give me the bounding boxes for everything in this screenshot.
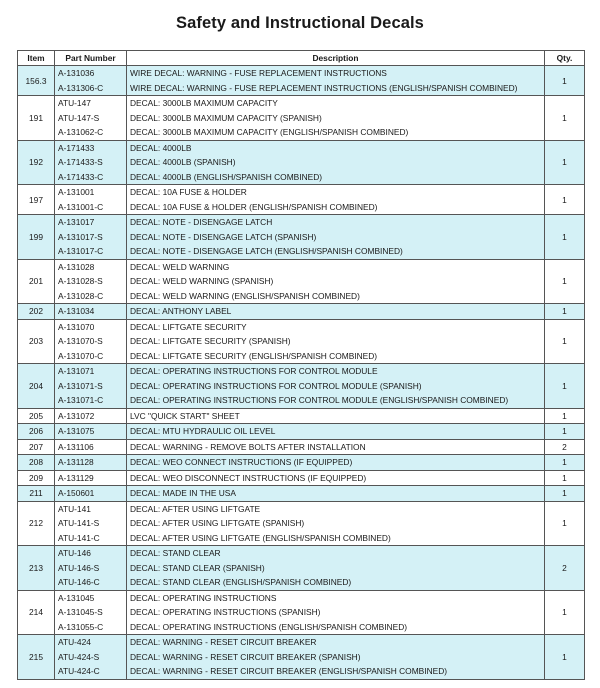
description-text: DECAL: 3000LB MAXIMUM CAPACITY (SPANISH)	[130, 112, 322, 123]
description-cell	[127, 185, 545, 215]
quantity: 1	[545, 319, 585, 364]
description-text: DECAL: STAND CLEAR (SPANISH)	[130, 562, 265, 573]
item-number: 205	[18, 408, 55, 424]
part-number-cell	[55, 364, 127, 409]
description-text: DECAL: STAND CLEAR	[130, 548, 221, 558]
quantity: 1	[545, 364, 585, 409]
part-number: A-131055-C	[58, 621, 104, 632]
description-text: DECAL: OPERATING INSTRUCTIONS FOR CONTROL MODULE	[130, 366, 378, 376]
column-header-qty: Qty.	[545, 51, 585, 66]
part-number: ATU-141-C	[58, 532, 100, 543]
description-cell	[127, 439, 545, 455]
description-cell	[127, 215, 545, 260]
table-row	[18, 590, 585, 635]
quantity: 1	[545, 304, 585, 320]
part-number: A-150601	[58, 488, 95, 498]
table-row	[18, 486, 585, 502]
part-number-cell	[55, 319, 127, 364]
item-number: 212	[18, 501, 55, 546]
table-header-row	[18, 51, 585, 66]
part-number-cell	[55, 140, 127, 185]
part-number-cell	[55, 635, 127, 680]
quantity: 1	[545, 424, 585, 440]
part-number: ATU-141-S	[58, 518, 100, 528]
part-number: A-131036	[58, 68, 95, 78]
description-text: DECAL: OPERATING INSTRUCTIONS (ENGLISH/SPANISH COMBINED)	[130, 621, 408, 632]
description-text: DECAL: MADE IN THE USA	[130, 488, 236, 498]
description-cell	[127, 635, 545, 680]
description-text: DECAL: OPERATING INSTRUCTIONS FOR CONTROL MODULE (ENGLISH/SPANISH COMBINED)	[130, 395, 509, 405]
description-text: DECAL: NOTE - DISENGAGE LATCH (ENGLISH/SPANISH COMBINED)	[130, 246, 403, 256]
table-row	[18, 455, 585, 471]
description-text: DECAL: 3000LB MAXIMUM CAPACITY (ENGLISH/SPANISH COMBINED)	[130, 127, 409, 137]
column-header-item: Item	[18, 51, 55, 66]
description-cell	[127, 455, 545, 471]
part-number: A-131070-C	[58, 350, 104, 361]
description-cell	[127, 424, 545, 440]
description-text: DECAL: AFTER USING LIFTGATE (SPANISH)	[130, 518, 305, 528]
part-number: A-131017-S	[58, 231, 103, 242]
description-text: DECAL: WELD WARNING (SPANISH)	[130, 276, 274, 286]
item-number: 192	[18, 140, 55, 185]
part-number-cell	[55, 259, 127, 304]
quantity: 1	[545, 408, 585, 424]
part-number: A-131001-C	[58, 201, 104, 212]
part-number-cell	[55, 424, 127, 440]
part-number-cell	[55, 455, 127, 471]
part-number: A-131075	[58, 426, 95, 436]
part-number: A-131017-C	[58, 246, 104, 256]
description-cell	[127, 96, 545, 141]
table-row	[18, 546, 585, 591]
table-row	[18, 215, 585, 260]
description-text: WIRE DECAL: WARNING - FUSE REPLACEMENT INSTRUCTIONS (ENGLISH/SPANISH COMBINED)	[130, 82, 518, 93]
description-text: DECAL: 4000LB (SPANISH)	[130, 157, 236, 167]
description-text: WIRE DECAL: WARNING - FUSE REPLACEMENT INSTRUCTIONS	[130, 68, 387, 78]
item-number: 197	[18, 185, 55, 215]
description-text: DECAL: LIFTGATE SECURITY (ENGLISH/SPANISH COMBINED)	[130, 350, 378, 361]
part-number-cell	[55, 486, 127, 502]
table-body	[18, 66, 585, 680]
part-number: A-131028-S	[58, 276, 103, 286]
description-text: DECAL: LIFTGATE SECURITY (SPANISH)	[130, 336, 291, 346]
part-number-cell	[55, 304, 127, 320]
item-number: 207	[18, 439, 55, 455]
part-number-cell	[55, 96, 127, 141]
description-text: DECAL: OPERATING INSTRUCTIONS	[130, 592, 277, 603]
item-number: 208	[18, 455, 55, 471]
description-text: DECAL: WARNING - RESET CIRCUIT BREAKER	[130, 637, 317, 647]
table-row	[18, 635, 585, 680]
column-header-description: Description	[127, 51, 545, 66]
description-text: DECAL: 4000LB (ENGLISH/SPANISH COMBINED)	[130, 171, 323, 182]
table-row	[18, 501, 585, 546]
part-number: A-131028	[58, 261, 95, 272]
part-number: A-131017	[58, 217, 95, 227]
description-text: DECAL: AFTER USING LIFTGATE	[130, 503, 261, 514]
part-number-cell	[55, 546, 127, 591]
description-text: DECAL: WELD WARNING	[130, 261, 230, 272]
item-number: 214	[18, 590, 55, 635]
description-cell	[127, 259, 545, 304]
part-number: A-131070-S	[58, 336, 103, 346]
description-text: DECAL: AFTER USING LIFTGATE (ENGLISH/SPANISH COMBINED)	[130, 532, 391, 543]
part-number: A-131045-S	[58, 607, 103, 617]
description-cell	[127, 501, 545, 546]
quantity: 2	[545, 439, 585, 455]
part-number: ATU-147	[58, 98, 91, 108]
description-text: DECAL: WELD WARNING (ENGLISH/SPANISH COMBINED)	[130, 290, 360, 301]
part-number: A-131129	[58, 472, 94, 483]
part-number: A-131034	[58, 306, 95, 316]
part-number: ATU-424-S	[58, 651, 100, 662]
quantity: 1	[545, 501, 585, 546]
description-cell	[127, 319, 545, 364]
part-number-cell	[55, 66, 127, 96]
description-text: DECAL: MTU HYDRAULIC OIL LEVEL	[130, 426, 276, 436]
table-row	[18, 439, 585, 455]
part-number: A-131306-C	[58, 82, 104, 93]
table-row	[18, 259, 585, 304]
table-row	[18, 185, 585, 215]
part-number-cell	[55, 408, 127, 424]
part-number: ATU-146	[58, 548, 91, 558]
part-number: A-171433-C	[58, 171, 104, 182]
description-text: DECAL: WARNING - RESET CIRCUIT BREAKER (ENGLISH/SPANISH COMBINED)	[130, 666, 448, 676]
part-number: ATU-424-C	[58, 666, 100, 676]
part-number: A-131001	[58, 187, 95, 197]
table-row	[18, 319, 585, 364]
part-number: ATU-141	[58, 503, 91, 514]
table-row	[18, 470, 585, 486]
description-cell	[127, 486, 545, 502]
description-cell	[127, 546, 545, 591]
part-number: ATU-146-C	[58, 577, 100, 587]
item-number: 209	[18, 470, 55, 486]
description-text: DECAL: ANTHONY LABEL	[130, 306, 232, 316]
part-number: ATU-146-S	[58, 562, 100, 573]
item-number: 202	[18, 304, 55, 320]
part-number: A-131062-C	[58, 127, 104, 137]
table-row	[18, 140, 585, 185]
description-cell	[127, 364, 545, 409]
description-text: DECAL: OPERATING INSTRUCTIONS (SPANISH)	[130, 607, 321, 617]
table-row	[18, 304, 585, 320]
table-row	[18, 408, 585, 424]
description-text: DECAL: 10A FUSE & HOLDER	[130, 187, 247, 197]
description-text: DECAL: NOTE - DISENGAGE LATCH	[130, 217, 273, 227]
description-text: DECAL: WEO DISCONNECT INSTRUCTIONS (IF EQUIPPED)	[130, 472, 367, 483]
description-cell	[127, 470, 545, 486]
part-number: A-131028-C	[58, 290, 104, 301]
description-text: DECAL: 3000LB MAXIMUM CAPACITY	[130, 98, 278, 108]
table-row	[18, 424, 585, 440]
table-row	[18, 96, 585, 141]
table-row	[18, 66, 585, 96]
item-number: 215	[18, 635, 55, 680]
part-number-cell	[55, 501, 127, 546]
description-text: DECAL: WARNING - REMOVE BOLTS AFTER INSTALLATION	[130, 441, 366, 452]
description-cell	[127, 66, 545, 96]
item-number: 211	[18, 486, 55, 502]
item-number: 199	[18, 215, 55, 260]
page-title: Safety and Instructional Decals	[176, 14, 424, 32]
part-number-cell	[55, 470, 127, 486]
quantity: 1	[545, 635, 585, 680]
quantity: 1	[545, 259, 585, 304]
part-number-cell	[55, 439, 127, 455]
quantity: 1	[545, 470, 585, 486]
part-number: A-131072	[58, 410, 95, 421]
part-number: ATU-424	[58, 637, 91, 647]
part-number-cell	[55, 215, 127, 260]
quantity: 1	[545, 140, 585, 185]
quantity: 1	[545, 215, 585, 260]
part-number-cell	[55, 590, 127, 635]
quantity: 1	[545, 455, 585, 471]
item-number: 201	[18, 259, 55, 304]
part-number: A-131128	[58, 457, 94, 467]
description-text: DECAL: STAND CLEAR (ENGLISH/SPANISH COMBINED)	[130, 577, 352, 587]
part-number: A-131071	[58, 366, 95, 376]
description-text: DECAL: 4000LB	[130, 142, 192, 153]
part-number: A-171433	[58, 142, 95, 153]
part-number-cell	[55, 185, 127, 215]
quantity: 1	[545, 590, 585, 635]
description-text: DECAL: 10A FUSE & HOLDER (ENGLISH/SPANISH COMBINED)	[130, 201, 378, 212]
quantity: 1	[545, 96, 585, 141]
description-cell	[127, 140, 545, 185]
description-cell	[127, 408, 545, 424]
quantity: 2	[545, 546, 585, 591]
description-text: LVC "QUICK START" SHEET	[130, 410, 240, 421]
item-number: 213	[18, 546, 55, 591]
table-row	[18, 364, 585, 409]
part-number: A-131071-S	[58, 380, 103, 391]
quantity: 1	[545, 185, 585, 215]
column-header-part-number: Part Number	[55, 51, 127, 66]
description-text: DECAL: WEO CONNECT INSTRUCTIONS (IF EQUIPPED)	[130, 457, 353, 467]
part-number: A-171433-S	[58, 157, 103, 167]
part-number: A-131071-C	[58, 395, 104, 405]
item-number: 156.3	[18, 66, 55, 96]
item-number: 206	[18, 424, 55, 440]
part-number: A-131045	[58, 592, 95, 603]
item-number: 191	[18, 96, 55, 141]
quantity: 1	[545, 486, 585, 502]
quantity: 1	[545, 66, 585, 96]
item-number: 203	[18, 319, 55, 364]
description-text: DECAL: OPERATING INSTRUCTIONS FOR CONTROL MODULE (SPANISH)	[130, 380, 422, 391]
description-text: DECAL: LIFTGATE SECURITY	[130, 321, 247, 332]
description-text: DECAL: NOTE - DISENGAGE LATCH (SPANISH)	[130, 231, 317, 242]
item-number: 204	[18, 364, 55, 409]
part-number: A-131106	[58, 441, 94, 452]
description-text: DECAL: WARNING - RESET CIRCUIT BREAKER (SPANISH)	[130, 651, 361, 662]
part-number: ATU-147-S	[58, 112, 100, 123]
decals-table	[17, 50, 585, 680]
description-cell	[127, 590, 545, 635]
description-cell	[127, 304, 545, 320]
part-number: A-131070	[58, 321, 95, 332]
